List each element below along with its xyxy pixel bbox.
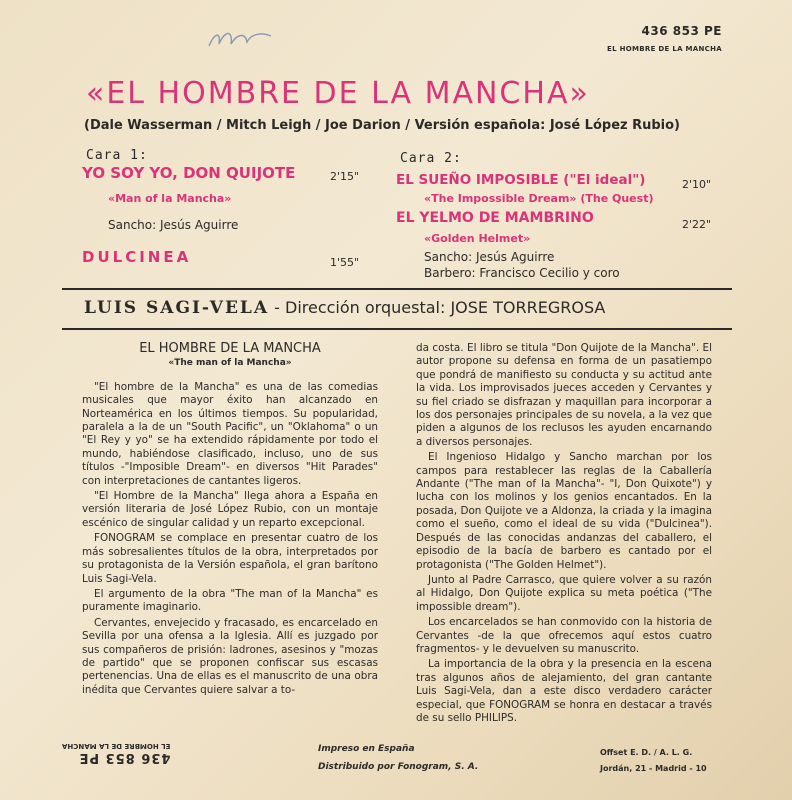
notes-paragraph: El argumento de la obra "The man of la Mancha" es puramente imaginario. — [82, 587, 378, 614]
printed-in-text: Impreso en España — [318, 744, 415, 754]
notes-paragraph: da costa. El libro se titula "Don Quijote de la Mancha". El autor propone su defensa en forma de un pasatiempo que pondrá de manifiesto su conducta y su actitud ante la vida. Los improvisados jueces acceden y Cervantes y su fiel criado se disfrazan y maquillan para incorporar a los dos personajes principales de su novela, a la vez que piden a algunos de los reclusos les ayuden encarnando a diversos personajes. — [416, 342, 712, 448]
track-duration: 2'15" — [330, 170, 360, 183]
notes-paragraph: FONOGRAM se complace en presentar cuatro de los más sobresalientes títulos de la obra, interpretados por su protagonista de la Versión española, el gran barítono Luis Sagi-Vela. — [82, 532, 378, 585]
track-subtitle: «Man of la Mancha» — [108, 192, 232, 205]
side-2-label: Cara 2: — [400, 151, 462, 166]
handwritten-mark — [205, 26, 275, 52]
track-title: EL SUEÑO IMPOSIBLE ("El ideal") — [396, 172, 646, 188]
track-subtitle: «The Impossible Dream» (The Quest) — [424, 192, 654, 205]
conductor-credit: - Dirección orquestal: JOSE TORREGROSA — [274, 298, 606, 317]
track-performer: Sancho: Jesús Aguirre — [108, 218, 239, 232]
flipped-catalog-number: 436 853 PE — [78, 750, 171, 765]
track-performer: Sancho: Jesús Aguirre — [424, 250, 555, 264]
flipped-catalog-subtitle: EL HOMBRE DE LA MANCHA — [62, 742, 171, 750]
distributor-text: Distribuido por Fonogram, S. A. — [318, 762, 479, 772]
track-title: DULCINEA — [82, 248, 192, 266]
divider — [62, 288, 732, 290]
track-duration: 1'55" — [330, 256, 360, 269]
liner-notes-right — [416, 342, 712, 727]
track-performer: Barbero: Francisco Cecilio y coro — [424, 266, 620, 280]
notes-paragraph: "El Hombre de la Mancha" llega ahora a España en versión literaria de José López Rubio, con un montaje escénico de singular calidad y un reparto excepcional. — [82, 490, 378, 529]
notes-paragraph: "El hombre de la Mancha" es una de las comedias musicales que mayor éxito han alcanzado en Norteamérica en los últimos tiempos. Su popularidad, paralela a la de un "South Pacific", un "Oklahoma" o un "El Rey y yo" se ha extendido rápidamente por todo el mundo, habiéndose clasificado, incluso, uno de sus títulos -"Imposible Dream"- en diversos "Hit Parades" con interpretaciones de cantantes ligeros. — [82, 380, 378, 487]
notes-paragraph: El Ingenioso Hidalgo y Sancho marchan por los campos para restablecer las reglas de la Caballería Andante ("The man of la Mancha"- "I, Don Quixote") y lucha con los molinos y los genios encantados. En la posada, Don Quijote ve a Aldonza, la criada y la imagina como el sueño, como el ideal de su vida ("Dulcinea"). Después de las conocidas andanzas del caballero, el episodio de la bacía de barbero es cantado por el protagonista ("The Golden Helmet"). — [416, 451, 712, 571]
printer-address: Jordán, 21 - Madrid - 10 — [600, 764, 707, 773]
track-duration: 2'10" — [682, 178, 712, 191]
performer-line — [84, 298, 714, 318]
track-title: YO SOY YO, DON QUIJOTE — [82, 164, 296, 182]
catalog-subtitle: EL HOMBRE DE LA MANCHA — [607, 45, 722, 53]
printer-credit: Offset E. D. / A. L. G. — [600, 748, 693, 757]
notes-paragraph: La importancia de la obra y la presencia en la escena tras algunos años de alejamiento, del gran cantante Luis Sagi-Vela, dan a este disco verdadero carácter especial, que FONOGRAM se honra en destacar a través de su sello PHILIPS. — [416, 658, 712, 724]
credits-line: (Dale Wasserman / Mitch Leigh / Joe Darion / Versión española: José López Rubio) — [84, 118, 681, 133]
flipped-catalog-block — [62, 742, 170, 765]
notes-title: EL HOMBRE DE LA MANCHA — [139, 341, 321, 356]
notes-paragraph: Los encarcelados se han conmovido con la historia de Cervantes -de la que ofrecemos aquí estos cuatro fragmentos- y le devuelven su manuscrito. — [416, 616, 712, 655]
notes-subtitle: «The man of la Mancha» — [168, 358, 292, 369]
divider — [62, 328, 732, 330]
album-title: «EL HOMBRE DE LA MANCHA» — [86, 76, 590, 111]
artist-name: LUIS SAGI-VELA — [84, 298, 270, 318]
catalog-number: 436 853 PE — [641, 24, 722, 38]
notes-paragraph: Cervantes, envejecido y fracasado, es encarcelado en Sevilla por una ofensa a la Iglesia. Allí es juzgado por sus compañeros de prisión: ladrones, asesinos y "mozas de partido" que se proponen confiscar sus escasas pertenencias. Una de ellas es el manuscrito de una obra inédita que Cervantes quiere salvar a to- — [82, 616, 378, 696]
track-subtitle: «Golden Helmet» — [424, 232, 531, 245]
liner-notes-left — [82, 342, 378, 699]
side-1-label: Cara 1: — [86, 148, 148, 163]
notes-paragraph: Junto al Padre Carrasco, que quiere volver a su razón al Hidalgo, Don Quijote explica su meta poética ("The impossible dream"). — [416, 573, 712, 613]
track-title: EL YELMO DE MAMBRINO — [396, 210, 594, 226]
track-duration: 2'22" — [682, 218, 712, 231]
